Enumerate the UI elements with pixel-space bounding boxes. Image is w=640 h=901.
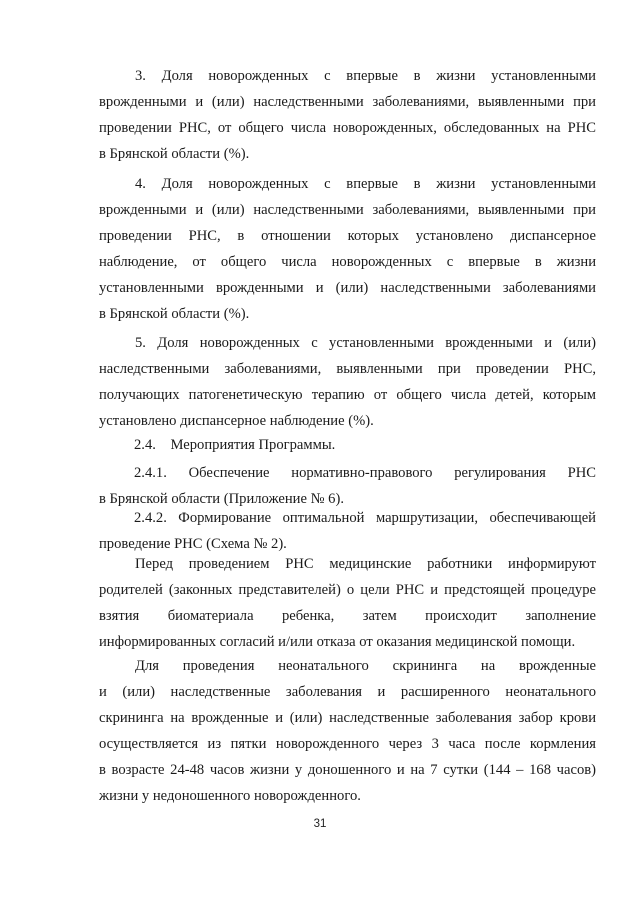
text-line: в возрасте 24-48 часов жизни у доношенного и на 7 сутки (144 – 168 часов) bbox=[99, 762, 596, 778]
text-line: в Брянской области (%). bbox=[99, 306, 250, 322]
text-line: 2.4. Мероприятия Программы. bbox=[134, 437, 336, 453]
paragraph-before-screening bbox=[99, 551, 596, 655]
text-line: 5. Доля новорожденных с установленными врожденными и (или) bbox=[135, 335, 596, 351]
text-line: 2.4.1. Обеспечение нормативно-правового регулирования РНС bbox=[134, 465, 596, 481]
text-line: проведении РНС, от общего числа новорожденных, обследованных на РНС bbox=[99, 120, 596, 136]
text-line: родителей (законных представителей) о цели РНС и предстоящей процедуре bbox=[99, 582, 596, 598]
paragraph-indicator-4 bbox=[99, 171, 596, 327]
text-line: наблюдение, от общего числа новорожденных с впервые в жизни bbox=[99, 254, 596, 270]
section-heading-2-4 bbox=[99, 432, 596, 458]
text-line: установленными врожденными и (или) наследственными заболеваниями bbox=[99, 280, 596, 296]
text-line: врожденными и (или) наследственными заболеваниями, выявленными при bbox=[99, 94, 596, 110]
text-line: наследственными заболеваниями, выявленными при проведении РНС, bbox=[99, 361, 596, 377]
page-number: 31 bbox=[313, 818, 327, 830]
text-line: взятия биоматериала ребенка, затем происходит заполнение bbox=[99, 608, 596, 624]
text-line: жизни у недоношенного новорожденного. bbox=[99, 788, 361, 804]
text-line: осуществляется из пятки новорожденного через 3 часа после кормления bbox=[99, 736, 596, 752]
text-line: получающих патогенетическую терапию от общего числа детей, которым bbox=[99, 387, 596, 403]
text-line: проведение РНС (Схема № 2). bbox=[99, 536, 287, 552]
text-line: 2.4.2. Формирование оптимальной маршрутизации, обеспечивающей bbox=[134, 510, 596, 526]
text-line: установлено диспансерное наблюдение (%). bbox=[99, 413, 374, 429]
text-line: проведении РНС, в отношении которых установлено диспансерное bbox=[99, 228, 596, 244]
text-line: Для проведения неонатального скрининга на врожденные bbox=[135, 658, 596, 674]
paragraph-indicator-3 bbox=[99, 63, 596, 167]
text-line: 3. Доля новорожденных с впервые в жизни установленными bbox=[135, 68, 596, 84]
paragraph-2-4-2 bbox=[99, 505, 596, 557]
text-line: Перед проведением РНС медицинские работники информируют bbox=[135, 556, 596, 572]
paragraph-blood-sampling bbox=[99, 653, 596, 809]
text-line: врожденными и (или) наследственными заболеваниями, выявленными при bbox=[99, 202, 596, 218]
text-line: и (или) наследственные заболевания и расширенного неонатального bbox=[99, 684, 596, 700]
text-line: в Брянской области (%). bbox=[99, 146, 250, 162]
paragraph-indicator-5 bbox=[99, 330, 596, 434]
text-line: скрининга на врожденные и (или) наследственные заболевания забор крови bbox=[99, 710, 596, 726]
text-line: в Брянской области (Приложение № 6). bbox=[99, 491, 344, 507]
text-line: информированных согласий и/или отказа от оказания медицинской помощи. bbox=[99, 634, 576, 650]
text-line: 4. Доля новорожденных с впервые в жизни установленными bbox=[135, 176, 596, 192]
